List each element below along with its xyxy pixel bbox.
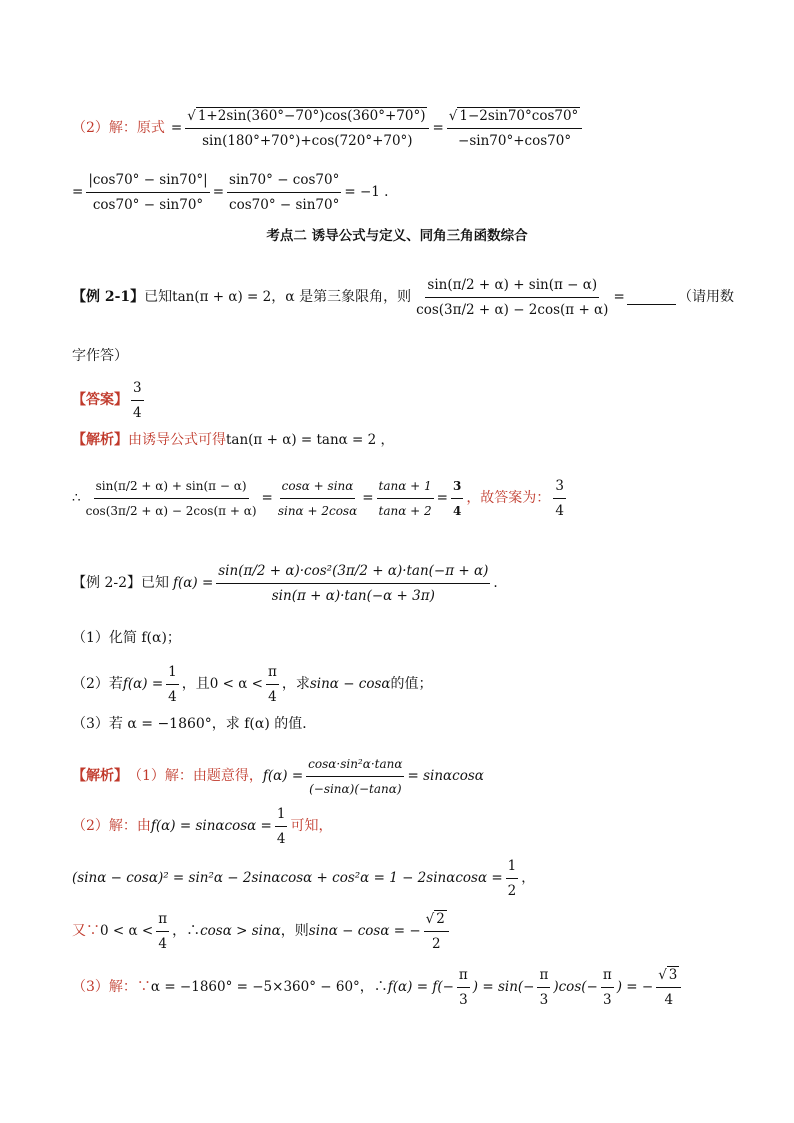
analysis-conclude: ，故答案为： (466, 490, 551, 506)
example-2-2-fraction: $\frac{\text{sin(π/2 + α)·cos²(3π/2 + α)·tan(−π + α)}}{\sin(\pi + \alpha)\cdot\tan(-\alpha + 3\pi)}$ (218, 562, 489, 604)
part2-fraction-2: $\frac{√ 1-2\sin 70^\circ\cos 70^\circ}{-\sin 70^\circ+\cos 70^\circ}$ (447, 106, 583, 151)
example-2-2-text: 已知 (141, 575, 169, 591)
q2-text-e: 的值； (390, 676, 433, 692)
answer-blank[interactable] (627, 290, 676, 305)
analysis-label: 【解析】 (72, 432, 128, 448)
part2-fraction-3: $\frac{|\cos 70^\circ - \sin 70^\circ|}{\cos 70^\circ - \sin 70^\circ}$ (88, 171, 208, 213)
section-title: 考点二 诱导公式与定义、同角三角函数综合 (266, 228, 528, 244)
question-1: （1）化简 f(α)； (72, 630, 181, 646)
solution-2: （2）解：由 f(α) = sinαcosα = $\frac{1}{4}$ 可知， (72, 805, 333, 847)
solution-2-conclusion: 又∵ 0 < α < $\frac{\pi}{4}$ ，∴ cosα > sinα ，则 sinα − cosα = − $\frac{√ 2}{2}$ (72, 910, 734, 952)
example-2-1-wrap: 字作答） (72, 348, 128, 364)
solution-2-then2: ，则 (280, 923, 309, 939)
q2-expr: sinα − cosα (309, 676, 391, 692)
solution-2-tail: 可知， (290, 818, 333, 834)
example-2-2: 【例 2-2】 已知 f(α) = $\frac{\text{sin(π/2 + α)·cos²(3π/2 + α)·tan(−π + α)}}{\sin(\pi + \alpha)\cdot\tan(-\alpha + 3\pi)}$ . (72, 562, 498, 604)
answer-denominator: 4 (133, 404, 142, 421)
example-2-1-condition: tan(π + α) = 2 (172, 289, 272, 305)
solution-2-since: 又∵ (72, 923, 100, 939)
analysis-eq: tan(π + α) = tanα = 2 ， (226, 432, 395, 448)
part2-line2: = $\frac{|\cos 70^\circ - \sin 70^\circ|}{\cos 70^\circ - \sin 70^\circ}$ = $\frac{\sin 70^\circ - \cos 70^\circ}{\cos 70^\circ - \sin 70^\circ}$ = −1 . (72, 171, 389, 213)
analysis-line2: ∴ $\frac{\sin(\pi/2 + \alpha) + \sin(\pi - \alpha)}{\cos(3\pi/2 + \alpha) - 2\cos(\pi + \alpha)}$ = $\frac{\cos\alpha + \sin\alpha}{\sin\alpha + 2\cos\alpha}$ = $\frac{\tan\alpha + 1}{\tan\alpha + 2}$ = $\frac{3}{4}$ ，故答案为： $\frac{3}{4}$ (72, 477, 564, 519)
answer-line (72, 380, 734, 420)
solution-2-text: （2）解：由 (72, 818, 151, 834)
question-3: （3）若 α = −1860°，求 f(α) 的值． (72, 716, 317, 732)
example-2-1: 【例 2-1】 已知 tan(π + α) = 2 ，α 是第三象限角，则 $\frac{\sin(\pi/2 + \alpha) + \sin(\pi - \alpha)}{\cos(3\pi/2 + \alpha) - 2\cos(\pi + \alpha)}$ = （请用数 (72, 276, 734, 318)
example-2-1-label: 【例 2-1】 (72, 289, 145, 305)
solution-label: 【解析】 (72, 768, 128, 784)
solution-2-then: ，∴ (172, 923, 201, 939)
example-2-1-text2: ，α 是第三象限角，则 (271, 289, 412, 305)
part2-fraction-4: $\frac{\sin 70^\circ - \cos 70^\circ}{\cos 70^\circ - \sin 70^\circ}$ (229, 171, 340, 213)
example-2-1-text: 已知 (144, 289, 173, 305)
solution-3: （3）解：∵ α = −1860° = −5×360° − 60° ，∴ f(α) = f(− $\frac{\pi}{3}$ ) = sin(− $\frac{\pi}{3}$ )cos(− $\frac{\pi}{3}$ ) = − $\frac{√ 3}{4}$ (72, 966, 734, 1008)
part2-label: （2）解：原式 (72, 120, 165, 136)
example-2-2-label: 【例 2-2】 (72, 575, 141, 591)
example-2-1-text3: （请用数 (678, 289, 734, 305)
solution-2-eq: (sinα − cosα)² = sin²α − 2sinαcosα + cos²α = 1 − 2sinαcosα = $\frac{1}{2}$ ， (72, 857, 535, 899)
answer-numerator: 3 (131, 378, 144, 401)
analysis-text: 由诱导公式可得 (128, 432, 226, 448)
part2-line1: （2）解：原式 = $\frac{√ 1+2\sin(360^\circ-70^\circ)\cos(360^\circ+70^\circ)}{\sin(180^\circ+70^\circ)+\cos(720^\circ+70^\circ)}$ = $\frac{√ 1-2\sin 70^\circ\cos 70^\circ}{-\sin 70^\circ+\cos 70^\circ}$ (72, 100, 734, 156)
solution-3-text: （3）解：∵ (72, 979, 151, 995)
part2-fraction-1: $\frac{√ 1+2\sin(360^\circ-70^\circ)\cos(360^\circ+70^\circ)}{\sin(180^\circ+70^\circ)+\cos(720^\circ+70^\circ)}$ (185, 106, 429, 151)
part2-result: = −1 (344, 184, 380, 200)
solution-1-text: （1）解：由题意得， (128, 768, 263, 784)
example-2-1-fraction: $\frac{\sin(\pi/2 + \alpha) + \sin(\pi - \alpha)}{\cos(3\pi/2 + \alpha) - 2\cos(\pi + \alpha)}$ (416, 276, 609, 318)
q2-text-a: （2）若 (72, 676, 123, 692)
solution-3-eq: α = −1860° = −5×360° − 60° (150, 979, 360, 995)
answer-label: 【答案】 (72, 392, 128, 408)
solution-3-then: ，∴ (359, 979, 388, 995)
q2-text-c: ，求 (281, 676, 310, 692)
question-2: （2）若 f(α) = $\frac{1}{4}$ ，且 0 < α < $\frac{\pi}{4}$ ，求 sinα − cosα 的值； (72, 663, 433, 705)
analysis-line1 (72, 430, 734, 450)
solution-1: 【解析】 （1）解：由题意得， f(α) = $\frac{\text{cosα·sin²α·tanα}}{(-\sin\alpha)(-\tan\alpha)}$ = sinαcosα (72, 756, 734, 796)
q2-text-b: ，且 (181, 676, 210, 692)
